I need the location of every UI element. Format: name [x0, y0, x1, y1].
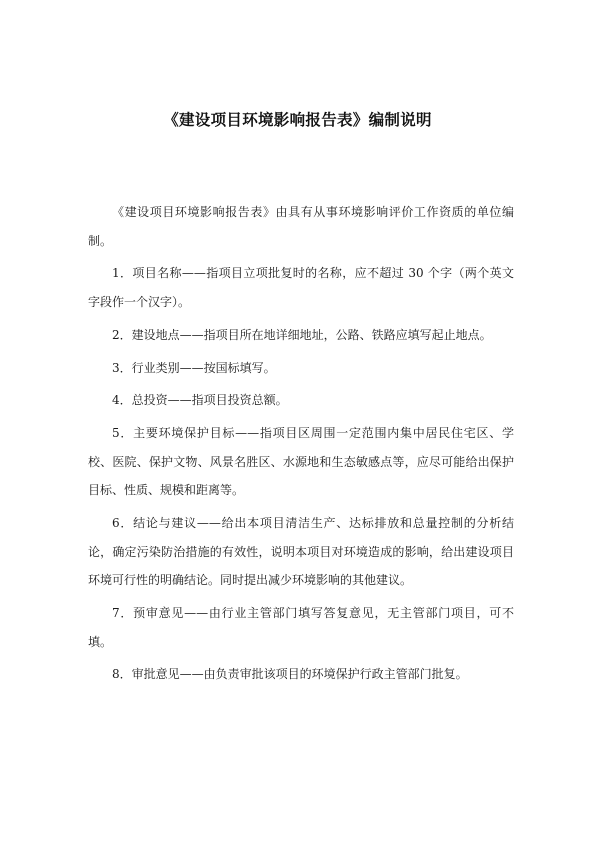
item-approval-opinion: 8．审批意见——由负责审批该项目的环境保护行政主管部门批复。	[112, 667, 468, 682]
intro-paragraph: 《建设项目环境影响报告表》由具有从事环境影响评价工作资质的单位编制。	[88, 205, 514, 248]
item-industry-category: 3．行业类别——按国标填写。	[112, 360, 276, 375]
item-project-name: 1．项目名称——指项目立项批复时的名称，应不超过 30 个字（两个英文字段作一个汉字）。	[88, 266, 514, 309]
item-pre-review-opinion: 7．预审意见——由行业主管部门填写答复意见，无主管部门项目，可不填。	[88, 606, 514, 649]
item-total-investment: 4．总投资——指项目投资总额。	[112, 393, 288, 408]
item-conclusions: 6．结论与建议——给出本项目清洁生产、达标排放和总量控制的分析结论，确定污染防治措施的有效性，说明本项目对环境造成的影响，给出建设项目环境可行性的明确结论。同时提出减少环境影响的其他建议。	[88, 516, 514, 588]
item-protection-targets: 5．主要环境保护目标——指项目区周围一定范围内集中居民住宅区、学校、医院、保护文物、风景名胜区、水源地和生态敏感点等，应尽可能给出保护目标、性质、规模和距离等。	[88, 426, 514, 498]
document-title: 《建设项目环境影响报告表》编制说明	[163, 111, 432, 129]
item-construction-site: 2．建设地点——指项目所在地详细地址，公路、铁路应填写起止地点。	[112, 327, 492, 342]
document-body	[88, 198, 514, 693]
